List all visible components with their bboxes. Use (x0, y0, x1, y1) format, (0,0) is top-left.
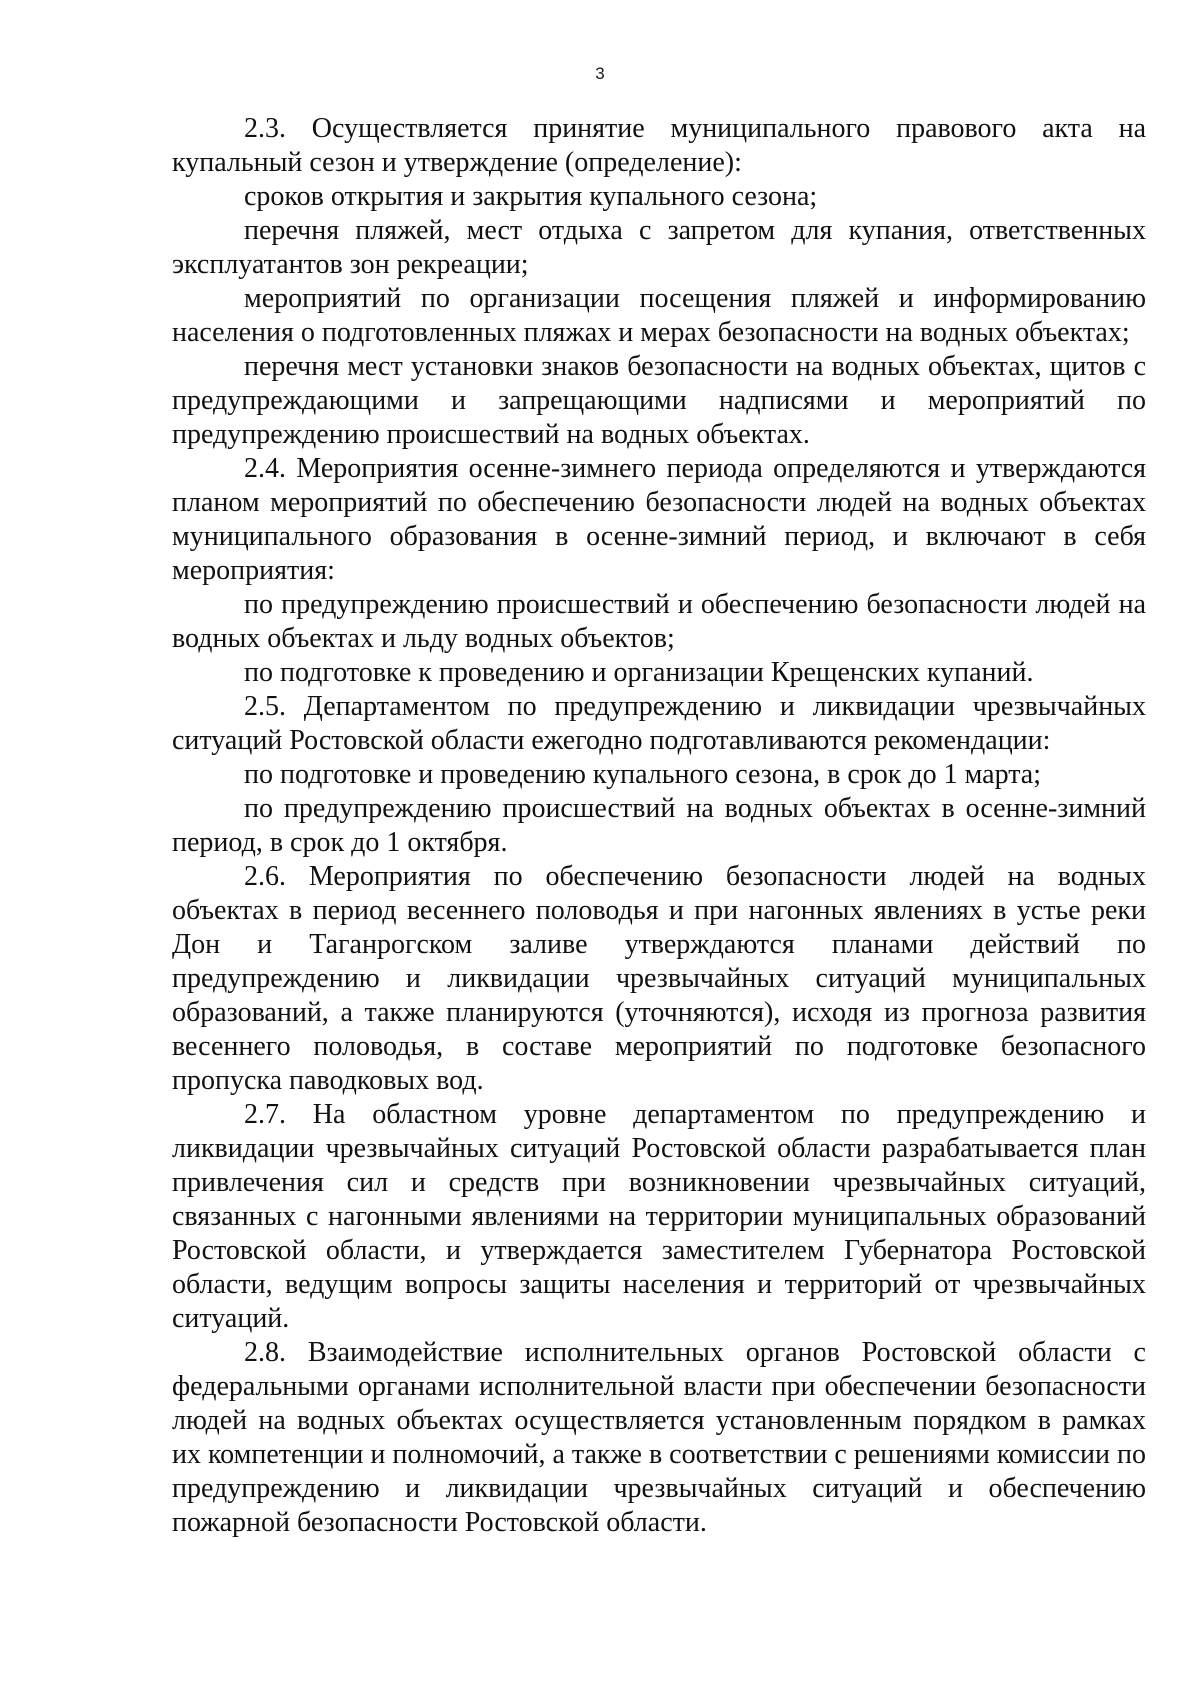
paragraph-2-4-item-1: по предупреждению происшествий и обеспечению безопасности людей на водных объектах и льду водных объектов; (172, 589, 1146, 654)
document-body (172, 112, 1146, 1540)
paragraph-2-4-item-2: по подготовке к проведению и организации Крещенских купаний. (244, 657, 1034, 688)
paragraph-2-8: 2.8. Взаимодействие исполнительных органов Ростовской области с федеральными органами исполнительной власти при обеспечении безопасности людей на водных объектах осуществляется установленным порядком в рамках их компетенции и полномочий, а также в соответствии с решениями комиссии по предупреждению и ликвидации чрезвычайных ситуаций и обеспечению пожарной безопасности Ростовской области. (172, 1337, 1146, 1538)
paragraph-2-5-intro: 2.5. Департаментом по предупреждению и ликвидации чрезвычайных ситуаций Ростовской области ежегодно подготавливаются рекомендации: (172, 691, 1146, 756)
paragraph-2-5-item-2: по предупреждению происшествий на водных объектах в осенне-зимний период, в срок до 1 октября. (172, 793, 1146, 858)
paragraph-2-6: 2.6. Мероприятия по обеспечению безопасности людей на водных объектах в период весеннего половодья и при нагонных явлениях в устье реки Дон и Таганрогском заливе утверждаются планами действий по предупреждению и ликвидации чрезвычайных ситуаций муниципальных образований, а также планируются (уточняются), исходя из прогноза развития весеннего половодья, в составе мероприятий по подготовке безопасного пропуска паводковых вод. (172, 861, 1146, 1096)
paragraph-2-3-item-4: перечня мест установки знаков безопасности на водных объектах, щитов с предупреждающими и запрещающими надписями и мероприятий по предупреждению происшествий на водных объектах. (172, 351, 1146, 450)
paragraph-2-3-item-2: перечня пляжей, мест отдыха с запретом для купания, ответственных эксплуатантов зон рекреации; (172, 215, 1146, 280)
page-number: 3 (595, 64, 605, 83)
paragraph-2-7: 2.7. На областном уровне департаментом по предупреждению и ликвидации чрезвычайных ситуаций Ростовской области разрабатывается план привлечения сил и средств при возникновении чрезвычайных ситуаций, связанных с нагонными явлениями на территории муниципальных образований Ростовской области, и утверждается заместителем Губернатора Ростовской области, ведущим вопросы защиты населения и территорий от чрезвычайных ситуаций. (172, 1099, 1146, 1334)
paragraph-2-5-item-1: по подготовке и проведению купального сезона, в срок до 1 марта; (244, 759, 1041, 790)
paragraph-2-4-intro: 2.4. Мероприятия осенне-зимнего периода определяются и утверждаются планом мероприятий по обеспечению безопасности людей на водных объектах муниципального образования в осенне-зимний период, и включают в себя мероприятия: (172, 453, 1146, 586)
paragraph-2-3-item-3: мероприятий по организации посещения пляжей и информированию населения о подготовленных пляжах и мерах безопасности на водных объектах; (172, 283, 1146, 348)
paragraph-2-3-intro: 2.3. Осуществляется принятие муниципального правового акта на купальный сезон и утверждение (определение): (172, 113, 1146, 178)
paragraph-2-3-item-1: сроков открытия и закрытия купального сезона; (244, 181, 818, 212)
